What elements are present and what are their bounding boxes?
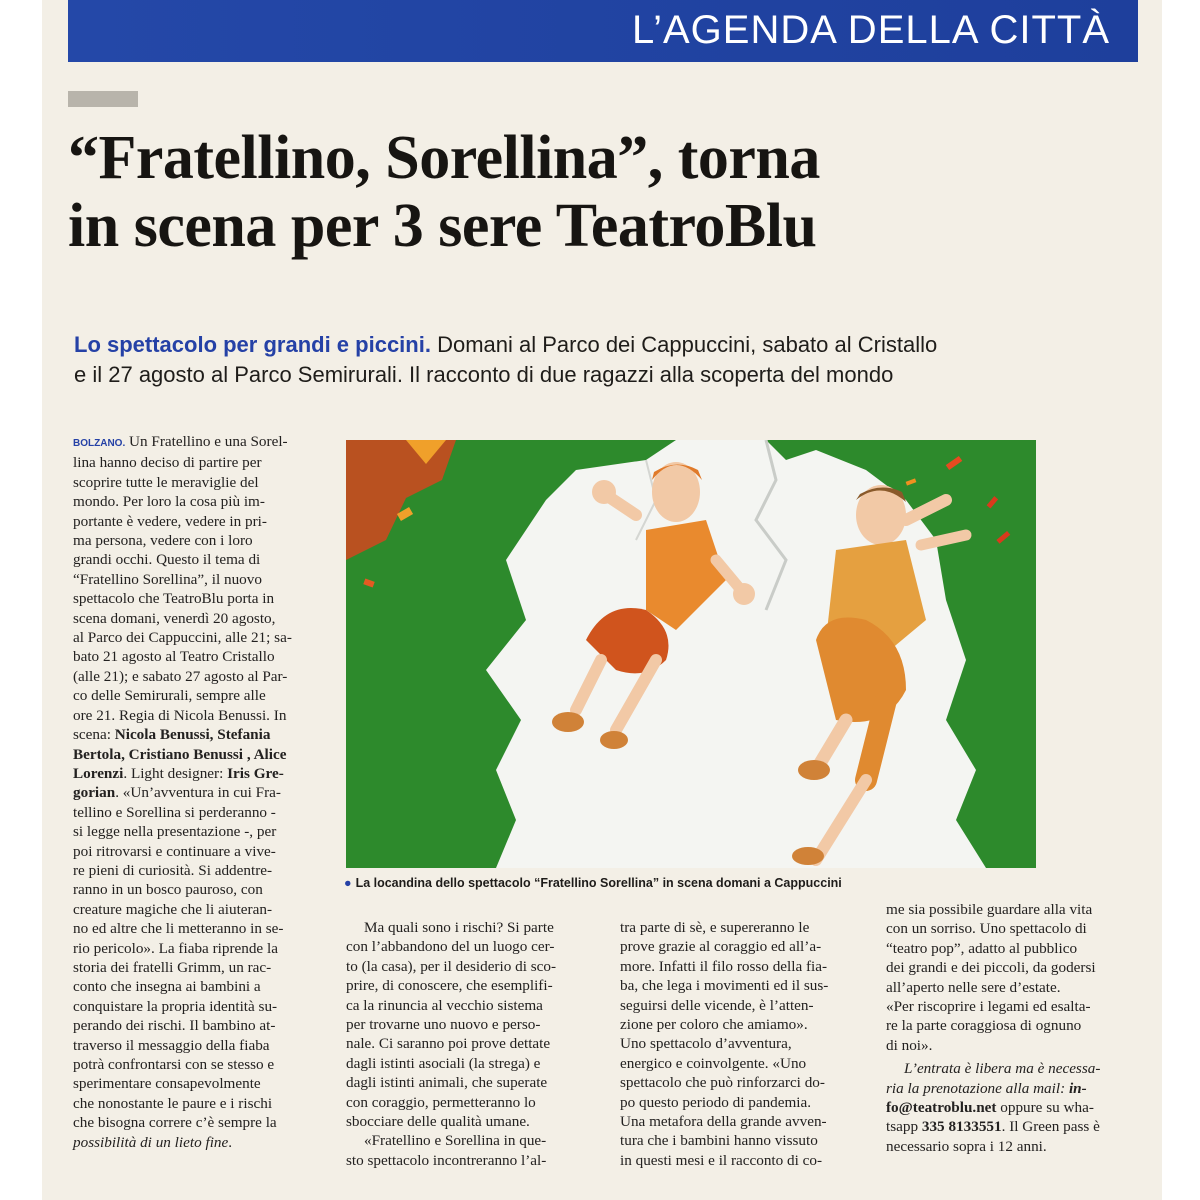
text-line: dei grandi e dei piccoli, da godersi	[886, 959, 1096, 977]
email-line: fo@teatroblu.net oppure su wha-	[886, 1099, 1094, 1117]
section-title: L’AGENDA DELLA CITTÀ	[632, 8, 1110, 52]
text-line: no ed altre che li metteranno in se-	[73, 920, 284, 938]
text-line: perando dei rischi. Il bambino at-	[73, 1017, 276, 1035]
text-line: Ma quali sono i rischi? Si parte	[364, 919, 554, 936]
text-line: prove grazie al coraggio ed all’a-	[620, 938, 822, 956]
text-line: ba, che lega i movimenti ed il sus-	[620, 977, 829, 995]
text-line: scoprire tutte le meraviglie del	[73, 473, 259, 491]
headline-line-2: in scena per 3 sere TeatroBlu	[68, 192, 817, 260]
text-line: sperimentare consapevolmente	[73, 1075, 261, 1093]
text-line: che bisogna correre c’è sempre la	[73, 1114, 277, 1132]
headline	[68, 124, 1148, 260]
text-line: si legge nella presentazione -, per	[73, 823, 277, 841]
phone-number: 335 8133551	[921, 1118, 1002, 1136]
text-line: tellino e Sorellina si perderanno -	[73, 803, 276, 821]
text-line: seguirsi delle vicende, è l’atten-	[620, 996, 814, 1014]
text-line: me sia possibile guardare alla vita	[886, 901, 1093, 918]
text-line: sbocciare delle qualità umane.	[346, 1113, 530, 1131]
text-line: tra parte di sè, e supereranno le	[620, 919, 810, 936]
article-column-2	[346, 918, 611, 1170]
booking-line-2: ria la prenotazione alla mail: in-	[886, 1079, 1087, 1097]
text-line: con coraggio, permetteranno lo	[346, 1093, 536, 1111]
text-line: per trovarne uno nuovo e perso-	[346, 1016, 541, 1034]
text-line: storia dei fratelli Grimm, un rac-	[73, 958, 272, 976]
text-line: conto che insegna ai bambini a	[73, 978, 261, 996]
email-address: fo@teatroblu.net	[886, 1099, 997, 1117]
section-band	[68, 0, 1138, 62]
text-line: «Fratellino e Sorellina in que-	[364, 1132, 547, 1150]
text-line: dagli istinti asociali (la strega) e	[346, 1054, 541, 1072]
booking-line-1: L’entrata è libera ma è necessa-	[904, 1060, 1101, 1078]
light-line: gorian. «Un’avventura in cui Fra-	[73, 784, 281, 802]
text-line: “teatro pop”, adatto al pubblico	[886, 939, 1078, 957]
subhead-kicker: Lo spettacolo per grandi e piccini.	[74, 332, 431, 357]
text-line: nale. Ci saranno poi prove dettate	[346, 1035, 551, 1053]
text-line: necessario sopra i 12 anni.	[886, 1137, 1047, 1155]
text-line: al Parco dei Cappuccini, alle 21; sa-	[73, 629, 292, 647]
subheadline	[74, 330, 1154, 390]
text-line: co delle Semirurali, sempre alle	[73, 687, 266, 705]
text-line: traverso il messaggio della fiaba	[73, 1036, 270, 1054]
text-line: tura che i bambini hanno vissuto	[620, 1132, 818, 1150]
text-line: re pieni di curiosità. Si addentre-	[73, 861, 273, 879]
text-line: con l’abbandono del un luogo cer-	[346, 938, 555, 956]
poster-illustration	[346, 440, 1036, 868]
text-line: Una metafora della grande avven-	[620, 1113, 827, 1131]
text-line: re la parte coraggiosa di ognuno	[886, 1017, 1082, 1035]
text-line: «Per riscoprire i legami ed esalta-	[886, 998, 1091, 1016]
text-line: ca la rinuncia al vecchio sistema	[346, 996, 543, 1014]
text-line: potrà confrontarsi con se stesso e	[73, 1056, 275, 1073]
location-label: BOLZANO.	[73, 438, 126, 449]
text-line: spettacolo che TeatroBlu porta in	[73, 590, 275, 608]
text-line: di noi».	[886, 1036, 933, 1054]
text-line: rio pericolo». La fiaba riprende la	[73, 939, 278, 957]
text-line: sto spettacolo incontreranno l’al-	[346, 1151, 547, 1169]
text-line: creature magiche che li aiuteran-	[73, 900, 273, 918]
text-line: poi ritrovarsi e continuare a vive-	[73, 842, 276, 860]
cast-line-2: Bertola, Cristiano Benussi , Alice	[73, 745, 287, 763]
final-line: possibilità di un lieto fine.	[73, 1133, 233, 1151]
cast-line-1: scena: Nicola Benussi, Stefania	[73, 726, 271, 744]
subhead-line-1	[74, 330, 1154, 360]
text-line: conquistare la propria identità su-	[73, 997, 278, 1015]
text-line: “Fratellino Sorellina”, il nuovo	[73, 570, 262, 588]
text-line: all’aperto nelle sere d’estate.	[886, 978, 1061, 996]
caption-bullet-icon: ●	[344, 876, 352, 890]
section-tag-bar	[68, 91, 138, 107]
cast-line-3: Lorenzi. Light designer: Iris Gre-	[73, 764, 284, 782]
phone-line: tsapp 335 8133551. Il Green pass è	[886, 1118, 1100, 1136]
text-line: zione per coloro che amiamo».	[620, 1016, 808, 1034]
article-column-3	[620, 918, 880, 1170]
text-line: in questi mesi e il racconto di co-	[620, 1151, 823, 1169]
article-column-1	[73, 432, 335, 1152]
text-line: ma persona, vedere con i loro	[73, 532, 253, 550]
text-line: ore 21. Regia di Nicola Benussi. In	[73, 706, 287, 724]
illustration-svg	[346, 440, 1036, 868]
text-line: ranno in un bosco pauroso, con	[73, 881, 263, 899]
text-line: to (la casa), per il desiderio di sco-	[346, 957, 557, 975]
text-line: (alle 21); e sabato 27 agosto al Par-	[73, 667, 288, 685]
text-line: dagli istinti animali, che superate	[346, 1074, 548, 1092]
text-line: prire, di conoscere, che esemplifi-	[346, 977, 553, 995]
text-line: energico e coinvolgente. «Uno	[620, 1054, 807, 1072]
subhead-text-2: e il 27 agosto al Parco Semirurali. Il racconto di due ragazzi alla scoperta del mondo	[74, 362, 894, 387]
headline-line-1: “Fratellino, Sorellina”, torna	[68, 124, 820, 192]
text-line: che nonostante le paure e i rischi	[73, 1094, 273, 1112]
text-line: con un sorriso. Uno spettacolo di	[886, 920, 1087, 938]
text-line: scena domani, venerdì 20 agosto,	[73, 609, 276, 627]
col1-first-line: BOLZANO. Un Fratellino e una Sorel-	[73, 433, 288, 450]
text-line: spettacolo che può rinforzarci do-	[620, 1074, 825, 1092]
text-line: lina hanno deciso di partire per	[73, 454, 262, 472]
text-line: portante è vedere, vedere in pri-	[73, 512, 267, 530]
text-line: grandi occhi. Questo il tema di	[73, 551, 261, 569]
subhead-text-1: Domani al Parco dei Cappuccini, sabato al Cristallo	[437, 332, 938, 357]
image-caption: ● La locandina dello spettacolo “Fratellino Sorellina” in scena domani a Cappuccini	[344, 876, 842, 890]
text-line: Uno spettacolo d’avventura,	[620, 1035, 792, 1053]
text-line: bato 21 agosto al Teatro Cristallo	[73, 648, 275, 666]
text-line: more. Infatti il filo rosso della fia-	[620, 957, 828, 975]
newspaper-page	[42, 0, 1162, 1200]
text-line: mondo. Per loro la cosa più im-	[73, 493, 265, 511]
text-line: po questo periodo di pandemia.	[620, 1093, 812, 1111]
article-column-4	[886, 900, 1148, 1156]
